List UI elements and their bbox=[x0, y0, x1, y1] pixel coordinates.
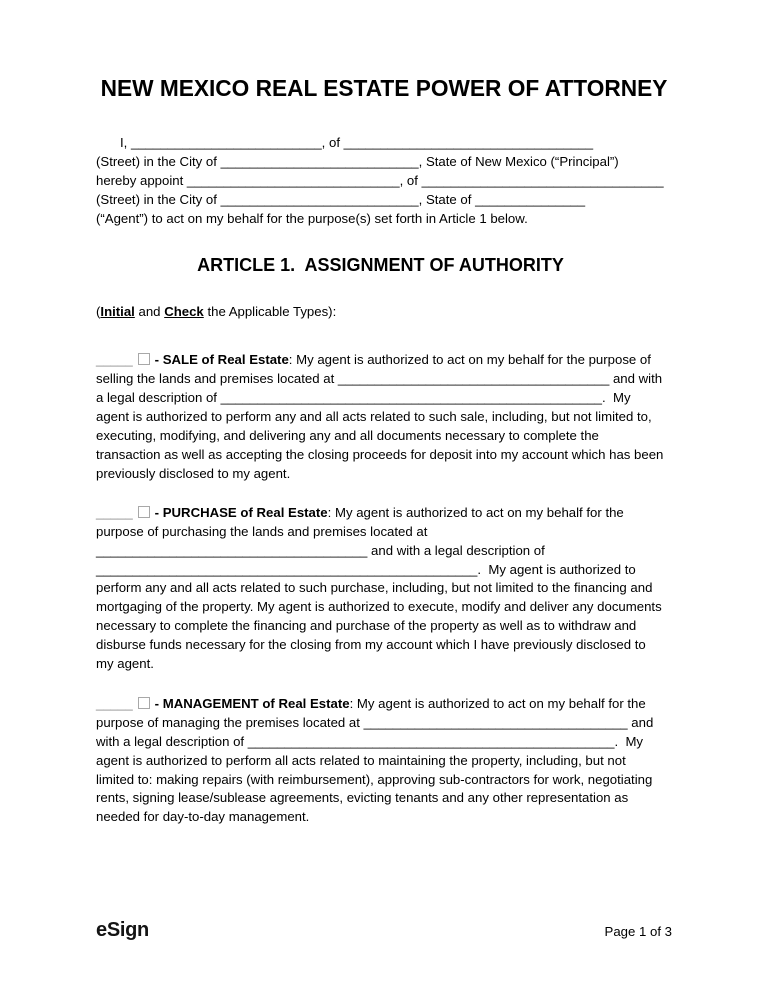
sale-section-label: - SALE of Real Estate bbox=[154, 352, 289, 368]
intro-line-purpose: (“Agent”) to act on my behalf for the purpose(s) set forth in Article 1 below. bbox=[96, 210, 528, 226]
esign-logo: eSign bbox=[96, 919, 149, 941]
intro-line-principal[interactable]: I, __________________________, of __________________________________ bbox=[120, 135, 594, 150]
intro-line-principal-city[interactable]: (Street) in the City of ___________________________, State of New Mexico (“Principal”) bbox=[96, 153, 619, 169]
page-footer bbox=[96, 919, 672, 942]
sale-initials-blank[interactable]: _____ bbox=[96, 352, 133, 368]
purchase-section-body: : My agent is authorized to act on my behalf for the purpose of purchasing the lands and premises located at _____________________________________ and with a legal description of ____________________________________________________. My agent is authorized to perform any and all acts related to such purchase, including, but not limited to the financing and mortgaging of the property. My agent is authorized to execute, modify and deliver any documents necessary to complete the financing and purchase of the property as well as to withdraw and disburse funds necessary for the closing from my account which I have previously disclosed to my agent. bbox=[96, 504, 666, 672]
section-management bbox=[96, 695, 665, 827]
management-initials-blank[interactable]: _____ bbox=[96, 695, 133, 711]
intro-line-agent-city[interactable]: (Street) in the City of ___________________________, State of _______________ bbox=[96, 191, 586, 207]
instruction-check: Check bbox=[164, 303, 204, 319]
section-sale bbox=[96, 351, 668, 483]
purchase-initials-blank[interactable]: _____ bbox=[96, 504, 133, 520]
sale-checkbox-icon[interactable] bbox=[138, 353, 150, 365]
instruction-initial: Initial bbox=[100, 303, 135, 319]
section-purchase bbox=[96, 504, 665, 674]
instruction-and: and bbox=[134, 303, 165, 319]
management-checkbox-icon[interactable] bbox=[138, 697, 150, 709]
instruction-rest: the Applicable Types): bbox=[203, 303, 337, 319]
purchase-checkbox-icon[interactable] bbox=[138, 506, 150, 518]
instruction-line bbox=[96, 303, 665, 322]
management-section-label: - MANAGEMENT of Real Estate bbox=[154, 695, 350, 711]
purchase-section-label: - PURCHASE of Real Estate bbox=[154, 504, 328, 520]
page-title: NEW MEXICO REAL ESTATE POWER OF ATTORNEY bbox=[100, 75, 668, 101]
document-body bbox=[96, 101, 668, 827]
intro-line-agent[interactable]: hereby appoint _____________________________, of _________________________________ bbox=[96, 172, 664, 188]
page-number: Page 1 of 3 bbox=[604, 924, 672, 939]
sale-section-body: : My agent is authorized to act on my behalf for the purpose of selling the lands and premises located at _____________________________________ and with a legal description of ____________________________________________________. My agent is authorized to perform any and all acts related to such sale, including, but not limited to, executing, modifying, and delivering any and all documents necessary to complete the transaction as well as accepting the closing proceeds for deposit into my account which has been previously disclosed to my agent. bbox=[96, 352, 668, 481]
management-section-body: : My agent is authorized to act on my behalf for the purpose of managing the premises located at ____________________________________ and with a legal description of __________________________________________________. My agent is authorized to perform all acts related to maintaining the property, including, but not limited to: making repairs (with reimbursement), approving sub-contractors for work, negotiating rents, signing lease/sublease agreements, evicting tenants and any other representation as needed for day-to-day management. bbox=[96, 695, 657, 825]
intro-paragraph bbox=[96, 134, 665, 229]
article-1-heading: ARTICLE 1. ASSIGNMENT OF AUTHORITY bbox=[197, 254, 564, 275]
instruction-open: ( bbox=[96, 303, 101, 319]
